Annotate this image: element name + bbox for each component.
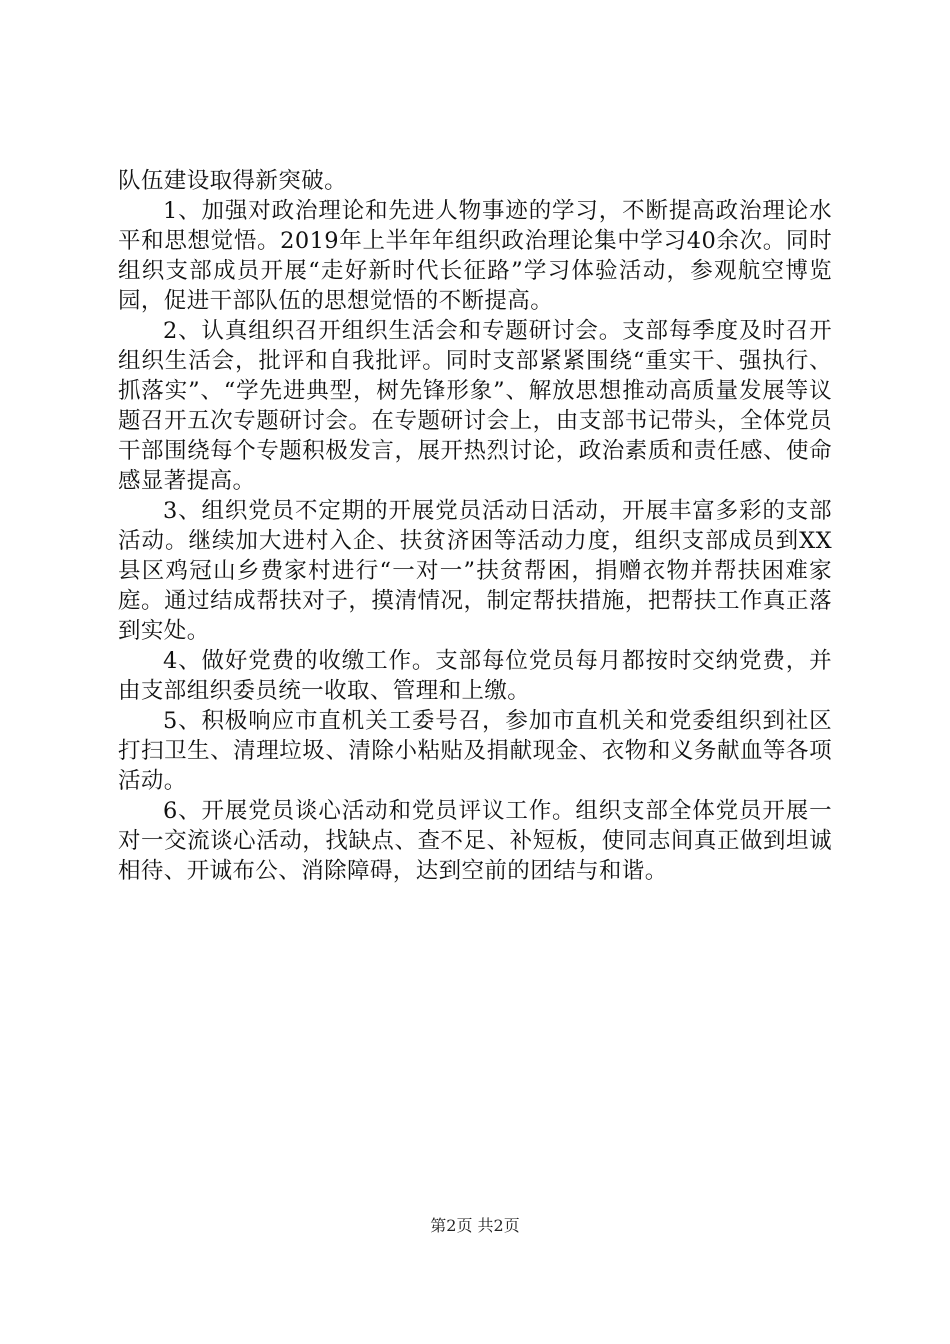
document-body: [118, 166, 832, 886]
paragraph-item-1: 1、加强对政治理论和先进人物事迹的学习，不断提高政治理论水平和思想觉悟。2019年上半年年组织政治理论集中学习40余次。同时组织支部成员开展“走好新时代长征路”学习体验活动，参观航空博览园，促进干部队伍的思想觉悟的不断提高。: [118, 198, 832, 314]
paragraph-item-6: 6、开展党员谈心活动和党员评议工作。组织支部全体党员开展一对一交流谈心活动，找缺点、查不足、补短板，使同志间真正做到坦诚相待、开诚布公、消除障碍，达到空前的团结与和谐。: [118, 798, 832, 884]
paragraph-item-5: 5、积极响应市直机关工委号召，参加市直机关和党委组织到社区打扫卫生、清理垃圾、清除小粘贴及捐献现金、衣物和义务献血等各项活动。: [118, 708, 832, 794]
page-footer: [0, 1214, 950, 1238]
paragraph-item-2: 2、认真组织召开组织生活会和专题研讨会。支部每季度及时召开组织生活会，批评和自我批评。同时支部紧紧围绕“重实干、强执行、抓落实”、“学先进典型，树先锋形象”、解放思想推动高质量发展等议题召开五次专题研讨会。在专题研讨会上，由支部书记带头，全体党员干部围绕每个专题积极发言，展开热烈讨论，政治素质和责任感、使命感显著提高。: [118, 318, 832, 494]
paragraph-item-4: 4、做好党费的收缴工作。支部每位党员每月都按时交纳党费，并由支部组织委员统一收取、管理和上缴。: [118, 648, 832, 704]
paragraph-continuation: 队伍建设取得新突破。: [118, 168, 348, 194]
page-number: 第2页 共2页: [430, 1216, 520, 1235]
paragraph-item-3: 3、组织党员不定期的开展党员活动日活动，开展丰富多彩的支部活动。继续加大进村入企、扶贫济困等活动力度，组织支部成员到XX县区鸡冠山乡费家村进行“一对一”扶贫帮困，捐赠衣物并帮扶困难家庭。通过结成帮扶对子，摸清情况，制定帮扶措施，把帮扶工作真正落到实处。: [118, 498, 832, 644]
